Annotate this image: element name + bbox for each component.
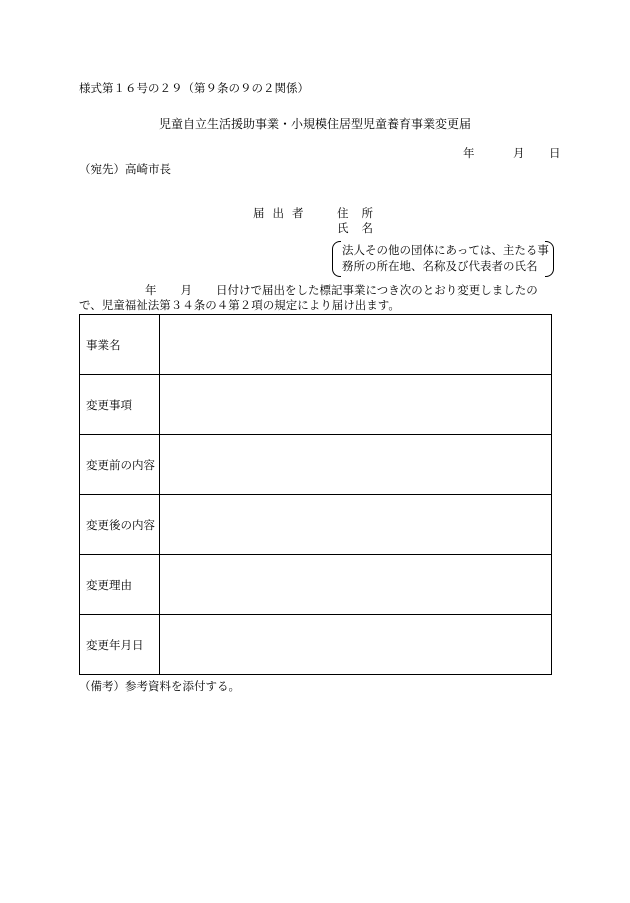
body-month: 月 xyxy=(180,283,192,297)
table-row xyxy=(80,615,552,675)
body-text-line1 xyxy=(79,284,538,298)
body-text-line2: で、児童福祉法第３４条の４第２項の規定により届け出ます。 xyxy=(79,298,400,312)
row-value-after-change[interactable] xyxy=(160,495,552,555)
row-label-after-change: 変更後の内容 xyxy=(80,495,160,555)
corporate-note-line1: 法人その他の団体にあっては、主たる事 xyxy=(342,243,549,257)
date-line xyxy=(463,147,561,161)
row-label-change-date: 変更年月日 xyxy=(80,615,160,675)
bracket-right xyxy=(545,241,554,277)
addressee: （宛先）高崎市長 xyxy=(79,162,171,176)
row-label-before-change: 変更前の内容 xyxy=(80,435,160,495)
row-label-change-reason: 変更理由 xyxy=(80,555,160,615)
address-label: 住所 xyxy=(337,206,386,220)
row-value-change-date[interactable] xyxy=(160,615,552,675)
row-label-change-item: 変更事項 xyxy=(80,375,160,435)
table-row xyxy=(80,495,552,555)
table-row xyxy=(80,315,552,375)
row-value-business-name[interactable] xyxy=(160,315,552,375)
form-number: 様式第１６号の２９（第９条の９の２関係） xyxy=(79,81,309,95)
row-value-before-change[interactable] xyxy=(160,435,552,495)
remarks: （備考）参考資料を添付する。 xyxy=(79,679,240,693)
date-day: 日 xyxy=(549,146,561,160)
body-line1-rest: 日付けで届出をした標記事業につき次のとおり変更しましたの xyxy=(216,283,538,297)
table-row xyxy=(80,435,552,495)
name-label: 氏名 xyxy=(337,221,386,235)
change-form-table xyxy=(79,314,552,675)
bracket-left xyxy=(332,241,341,277)
row-value-change-reason[interactable] xyxy=(160,555,552,615)
body-year: 年 xyxy=(145,283,157,297)
corporate-note xyxy=(332,241,554,277)
corporate-note-line2: 務所の所在地、名称及び代表者の氏名 xyxy=(342,259,538,273)
table-row xyxy=(80,375,552,435)
notifier-label: 届出者 xyxy=(253,206,312,220)
row-value-change-item[interactable] xyxy=(160,375,552,435)
table-row xyxy=(80,555,552,615)
date-year: 年 xyxy=(463,146,475,160)
date-month: 月 xyxy=(513,146,525,160)
document-title: 児童自立生活援助事業・小規模住居型児童養育事業変更届 xyxy=(158,117,471,131)
row-label-business-name: 事業名 xyxy=(80,315,160,375)
